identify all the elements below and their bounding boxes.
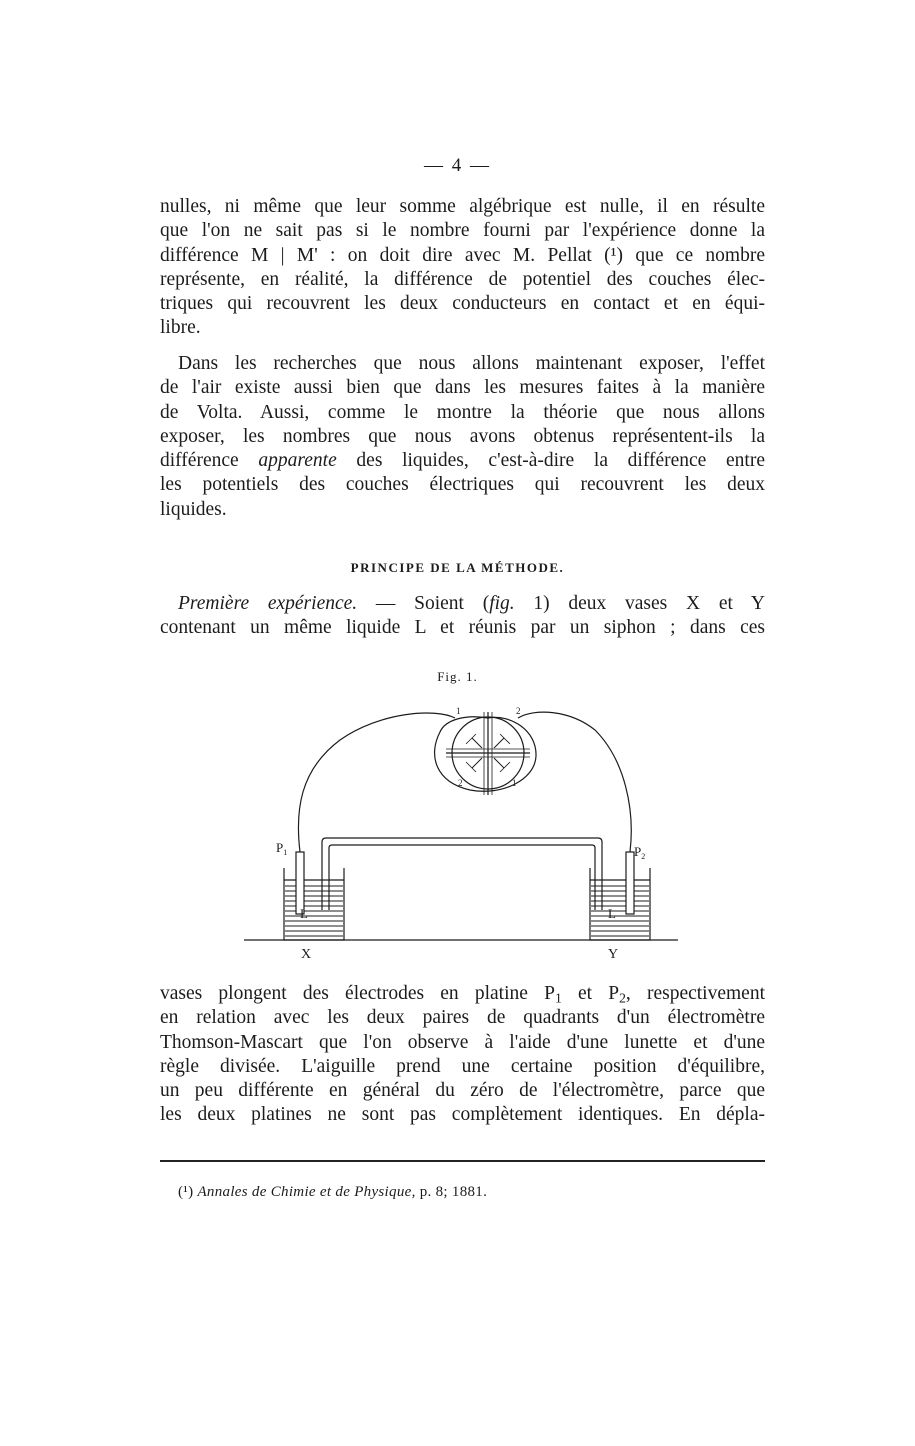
- subscript: 2: [619, 990, 626, 1006]
- text-line: [160, 449, 765, 473]
- text-line: [160, 592, 765, 616]
- text-line: libre.: [160, 317, 201, 339]
- vessel-x: [284, 868, 344, 940]
- footnote-rest: p. 8; 1881.: [415, 1184, 488, 1200]
- label-quadrant-2-top: 2: [516, 706, 521, 716]
- text-line: représente, en réalité, la différence de potentiel des couches élec-: [160, 268, 765, 290]
- text-fragment: , respectivement: [625, 983, 765, 1004]
- text-fragment: différence: [160, 450, 259, 472]
- text-line: triques qui recouvrent les deux conducteurs en contact et en équi-: [160, 293, 765, 315]
- electrode-p1: [296, 852, 304, 914]
- footnote: [178, 1184, 487, 1201]
- text-line: de l'air existe aussi bien que dans les mesures faites à la manière: [160, 377, 765, 399]
- label-liquid-right: L: [608, 906, 616, 921]
- text-line: règle divisée. L'aiguille prend une certaine position d'équilibre,: [160, 1055, 765, 1077]
- figure-caption: Fig. 1.: [437, 669, 478, 684]
- text-line: nulles, ni même que leur somme algébrique est nulle, il en résulte: [160, 196, 765, 217]
- text-line: [160, 982, 765, 1006]
- wire-left: [298, 713, 455, 852]
- label-y: Y: [608, 947, 619, 960]
- text-fragment: des liquides, c'est-à-dire la différence entre: [336, 450, 765, 472]
- text-line: les potentiels des couches électriques qui recouvrent les deux: [160, 474, 765, 496]
- wire-right: [518, 712, 631, 852]
- label-quadrant-1-bottom: 1: [512, 778, 517, 788]
- paragraph-4: [160, 982, 765, 1128]
- text-line: différence M | M' : on doit dire avec M. Pellat (¹) que ce nombre: [160, 244, 765, 266]
- label-quadrant-2-bottom: 2: [458, 778, 463, 788]
- label-x: X: [301, 947, 312, 960]
- text-line: contenant un même liquide L et réunis par un siphon ; dans ces: [160, 617, 765, 639]
- text-fragment: et P: [561, 983, 620, 1004]
- page-number: — 4 —: [424, 155, 491, 176]
- footnote-rule: [160, 1160, 765, 1162]
- text-fragment: 1) deux vases X et Y: [514, 593, 765, 614]
- text-line: Thomson-Mascart que l'on observe à l'aide d'une lunette et d'une: [160, 1031, 765, 1053]
- text-line: de Volta. Aussi, comme le montre la théorie que nous allons: [160, 401, 765, 423]
- siphon-tube: [322, 838, 602, 910]
- apparatus-figure: [240, 700, 685, 960]
- text-line: en relation avec les deux paires de quadrants d'un électromètre: [160, 1007, 765, 1029]
- text-line: exposer, les nombres que nous avons obtenus représentent-ils la: [160, 425, 765, 447]
- paragraph-1: [160, 195, 765, 341]
- section-heading: PRINCIPE DE LA MÉTHODE.: [350, 560, 565, 575]
- footnote-citation: Annales de Chimie et de Physique,: [197, 1184, 416, 1200]
- paragraph-2: [160, 352, 765, 522]
- text-line: que l'on ne sait pas si le nombre fourni par l'expérience donne la: [160, 220, 765, 242]
- vessel-y: [590, 868, 650, 940]
- label-p1: $P_1$: [276, 840, 288, 857]
- text-line: Dans les recherches que nous allons maintenant exposer, l'effet: [178, 353, 765, 374]
- emphasis-apparente: apparente: [258, 450, 337, 472]
- electrometer: [435, 712, 536, 795]
- figure-reference: fig.: [489, 593, 515, 614]
- label-liquid-left: L: [300, 906, 308, 921]
- footnote-marker: (¹): [178, 1184, 194, 1200]
- text-fragment: — Soient (: [357, 593, 490, 614]
- experiment-title: Première expérience.: [178, 593, 358, 614]
- electrode-p2: [626, 852, 634, 914]
- text-line: un peu différente en général du zéro de l'électromètre, parce que: [160, 1080, 765, 1102]
- paragraph-3: [160, 592, 765, 641]
- text-fragment: vases plongent des électrodes en platine P: [160, 983, 555, 1004]
- label-p2: $P_2$: [634, 844, 646, 861]
- text-line: liquides.: [160, 498, 227, 520]
- text-line: les deux platines ne sont pas complètement identiques. En dépla-: [160, 1104, 765, 1126]
- subscript: 1: [554, 990, 562, 1006]
- label-quadrant-1-top: 1: [456, 706, 461, 716]
